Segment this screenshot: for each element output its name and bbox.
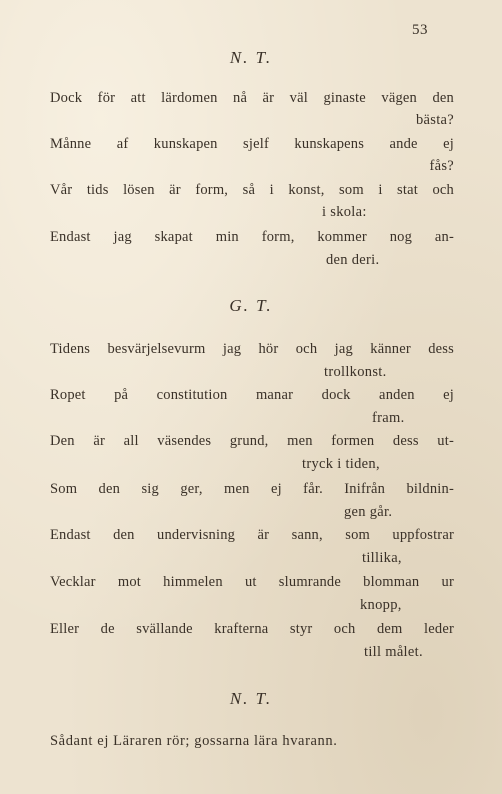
page-number: 53 (412, 22, 428, 38)
verse-line: Ropet på constitution manar dock anden ej (50, 387, 454, 403)
verse-line: Vecklar mot himmelen ut slumrande blomman ur (50, 574, 454, 590)
section-heading: G. T. (229, 296, 273, 315)
verse-line: Den är all väsendes grund, men formen dess ut- (50, 433, 454, 449)
verse-continuation: trollkonst. (324, 364, 387, 380)
verse-line: Månne af kunskapen sjelf kunskapens ande ej (50, 136, 454, 152)
verse-line: Endast jag skapat min form, kommer nog an- (50, 229, 454, 245)
section-heading: N. T. (229, 48, 273, 67)
verse-continuation: i skola: (322, 204, 367, 220)
verse-continuation: den deri. (326, 252, 380, 268)
verse-line: Tidens besvärjelsevurm jag hör och jag känner dess (50, 341, 454, 357)
verse-continuation: tillika, (362, 550, 402, 566)
verse-line: Eller de svällande krafterna styr och dem leder (50, 621, 454, 637)
verse-continuation: gen går. (344, 504, 393, 520)
verse-line: Endast den undervisning är sann, som uppfostrar (50, 527, 454, 543)
verse-line: Sådant ej Läraren rör; gossarna lära hvarann. (50, 733, 338, 749)
verse-continuation: fås? (429, 158, 454, 174)
verse-continuation: till målet. (364, 644, 423, 660)
verse-line: Som den sig ger, men ej får. Inifrån bildnin- (50, 481, 454, 497)
verse-continuation: tryck i tiden, (302, 456, 380, 472)
verse-line: Vår tids lösen är form, så i konst, som i stat och (50, 182, 454, 198)
verse-continuation: bästa? (415, 112, 454, 128)
verse-continuation: fram. (372, 410, 405, 426)
section-heading: N. T. (229, 689, 273, 708)
verse-continuation: knopp, (360, 597, 402, 613)
verse-line: Dock för att lärdomen nå är väl ginaste vägen den (50, 90, 454, 106)
